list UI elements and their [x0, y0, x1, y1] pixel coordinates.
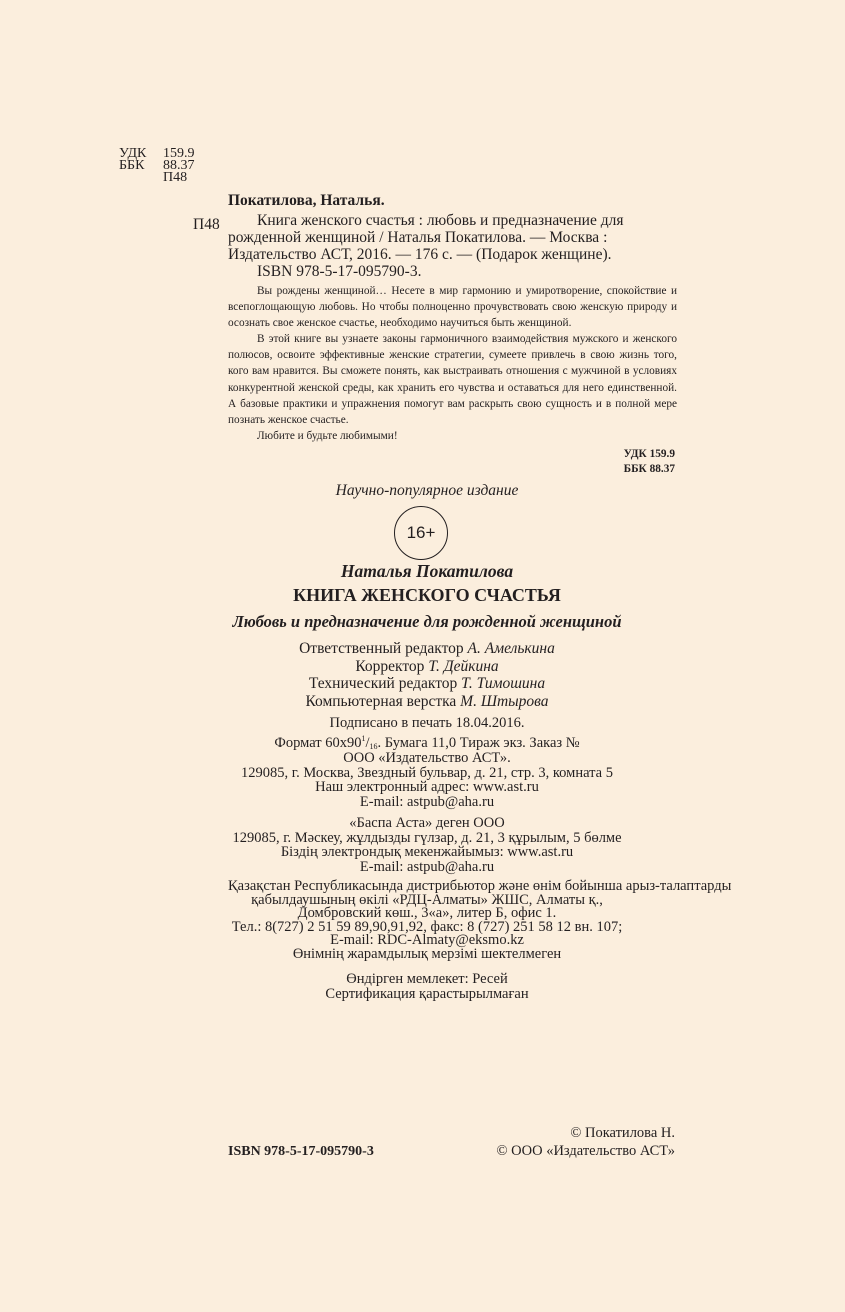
origin-line: Өндірген мемлекет: Ресей — [346, 971, 508, 987]
age-rating: 16+ — [406, 523, 436, 542]
book-subtitle: Любовь и предназначение для рожденной женщиной — [232, 612, 622, 631]
credit-line — [228, 640, 626, 658]
distributor — [228, 878, 732, 962]
bbk-label: ББК — [119, 158, 145, 173]
catalog-description-line-2: рожденной женщиной / Наталья Покатилова. — Москва : — [228, 229, 608, 246]
credit-line — [228, 658, 626, 676]
publisher-kz-line: «Баспа Аста» деген ООО — [349, 815, 505, 831]
credit-name: Т. Дейкина — [428, 657, 499, 675]
catalog-description-line-1: Книга женского счастья : любовь и предназначение для — [257, 212, 624, 229]
catalog-author-mark: П48 — [193, 216, 220, 233]
credit-name: А. Амелькина — [467, 640, 555, 657]
annotation — [228, 283, 677, 444]
book-title: КНИГА ЖЕНСКОГО СЧАСТЬЯ — [293, 585, 561, 605]
publisher-ru-line: ООО «Издательство АСТ». — [343, 750, 511, 766]
udk-value: 159.9 — [163, 146, 195, 161]
credit-name: М. Штырова — [460, 692, 549, 710]
print-info — [228, 715, 626, 755]
origin-line: Сертификация қарастырылмаған — [325, 986, 529, 1002]
credit-role: Компьютерная верстка — [305, 692, 457, 710]
edition-type: Научно-популярное издание — [335, 482, 519, 499]
copyright-author: © Покатилова Н. — [570, 1125, 675, 1141]
book-author: Наталья Покатилова — [340, 561, 514, 581]
age-rating-badge — [394, 506, 448, 560]
annotation-paragraph: Любите и будьте любимыми! — [257, 429, 398, 442]
annotation-bbk: ББК 88.37 — [623, 463, 675, 475]
author-mark: П48 — [163, 170, 188, 185]
print-signed: Подписано в печать 18.04.2016. — [329, 715, 525, 731]
credit-name: Т. Тимошина — [461, 675, 546, 692]
publisher-kz-line: E-mail: astpub@aha.ru — [359, 858, 495, 875]
distributor-line: E-mail: RDC-Almaty@eksmo.kz — [330, 932, 524, 949]
publisher-ru-line: E-mail: astpub@aha.ru — [359, 793, 495, 810]
publisher-kz — [228, 816, 626, 874]
publisher-ru — [228, 751, 626, 809]
annotation-udk: УДК 159.9 — [623, 448, 675, 460]
credit-role: Технический редактор — [308, 675, 458, 692]
distributor-line: қабылдаушының өкілі «РДЦ-Алматы» ЖШС, Алматы қ., — [251, 891, 603, 908]
origin — [228, 972, 626, 1002]
distributor-line: Тел.: 8(727) 2 51 59 89,90,91,92, факс: 8 (727) 251 58 12 вн. 107; — [231, 918, 623, 935]
publisher-kz-line: Біздің электрондық мекенжайымыз: www.ast.ru — [280, 844, 574, 860]
footer-isbn: ISBN 978-5-17-095790-3 — [228, 1144, 374, 1159]
credits — [228, 640, 626, 710]
catalog-description-line-3: Издательство АСТ, 2016. — 176 с. — (Подарок женщине). — [228, 246, 612, 263]
credit-role: Корректор — [355, 657, 425, 675]
annotation-paragraph: Вы рождены женщиной… Несете в мир гармонию и умиротворение, спокойствие и всепоглощающую любовь. Но чтобы полноценно прочувствовать свою женскую природу и осознать свое женское счастье, необходимо научиться быть женщиной. — [228, 285, 677, 330]
copyright-publisher: © ООО «Издательство АСТ» — [496, 1143, 675, 1159]
publisher-kz-line: 129085, г. Мәскеу, жұлдызды гүлзар, д. 21, 3 құрылым, 5 бөлме — [232, 829, 622, 846]
publisher-ru-line: Наш электронный адрес: www.ast.ru — [315, 779, 539, 795]
publisher-ru-line: 129085, г. Москва, Звездный бульвар, д. 21, стр. 3, комната 5 — [241, 764, 613, 781]
distributor-line: Өнімнің жарамдылық мерзімі шектелмеген — [292, 945, 562, 962]
credit-line — [228, 675, 626, 693]
credit-role: Ответственный редактор — [299, 640, 464, 657]
distributor-line: Қазақстан Республикасында дистрибьютор және өнім бойынша арыз-талаптарды — [228, 878, 732, 894]
distributor-line: Домбровский көш., 3«а», литер Б, офис 1. — [297, 905, 557, 922]
udk-label: УДК — [119, 146, 147, 161]
catalog-heading: Покатилова, Наталья. — [228, 192, 385, 209]
catalog-isbn: ISBN 978-5-17-095790-3. — [257, 263, 422, 280]
credit-line — [228, 693, 626, 711]
annotation-paragraph: В этой книге вы узнаете законы гармоничного взаимодействия мужского и женского полюсов, освоите эффективные женские стратегии, сумеете привлечь в свою жизнь того, кого вам нравится. Вы сможете понять, как выстраивать отношения с мужчиной в условиях конкурентной женской среды, как хранить его чувства и оставаться для него единственной. А базовые практики и упражнения помогут вам раскрыть свою сущность и в полной мере познать женское счастье. — [228, 333, 677, 426]
print-format: Формат $60х90^1/_{16}$. Бумага 11,0 Тираж экз. Заказ № — [274, 734, 580, 751]
bbk-value: 88.37 — [163, 158, 195, 173]
